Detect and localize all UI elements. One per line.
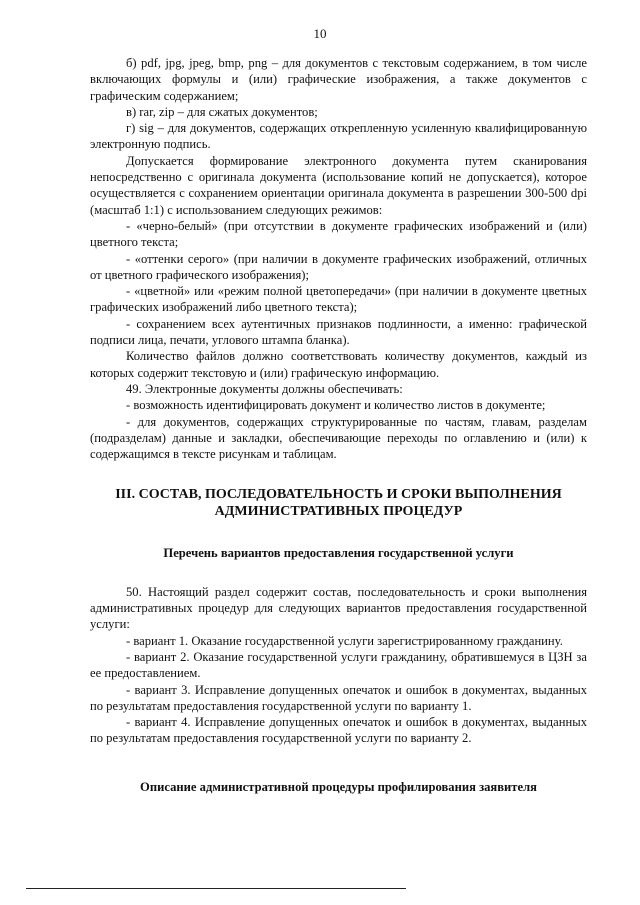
footer-rule: [26, 888, 406, 889]
list-item-color: - «цветной» или «режим полной цветопередачи» (при наличии в документе цветных графических изображений либо цветного текста);: [90, 284, 587, 315]
list-item-variant-4: - вариант 4. Исправление допущенных опечаток и ошибок в документах, выданных по результатам предоставления государственной услуги по варианту 2.: [90, 715, 587, 746]
paragraph-scanning: Допускается формирование электронного документа путем сканирования непосредственно с оригинала документа (использование копий не допускается), которое осуществляется с сохранением ориентации оригинала документа в разрешении 300-500 dpi (масштаб 1:1) с использованием следующих режимов:: [90, 153, 587, 217]
document-body: [90, 55, 587, 795]
list-item-grayscale: - «оттенки серого» (при наличии в документе графических изображений, отличных от цветного графического изображения);: [90, 251, 587, 282]
paragraph-format-v: в) rar, zip – для сжатых документов;: [126, 104, 318, 119]
paragraph-format-g: г) sig – для документов, содержащих открепленную усиленную квалифицированную электронную подпись.: [90, 121, 587, 152]
subheading-variants: Перечень вариантов предоставления государственной услуги: [163, 546, 514, 561]
list-item-bw: - «черно-белый» (при отсутствии в документе графических изображений и (или) цветного текста;: [90, 218, 587, 250]
list-item-authenticity: - сохранением всех аутентичных признаков подлинности, а именно: графической подписи лица, печати, углового штампа бланка).: [90, 316, 587, 348]
list-item-identify: - возможность идентифицировать документ и количество листов в документе;: [126, 398, 546, 413]
section-heading-line2: АДМИНИСТРАТИВНЫХ ПРОЦЕДУР: [214, 504, 463, 520]
paragraph-49: 49. Электронные документы должны обеспечивать:: [126, 381, 403, 396]
section-heading: [90, 486, 587, 520]
paragraph-format-b: б) pdf, jpg, jpeg, bmp, png – для документов с текстовым содержанием, в том числе включающих формулы и (или) графические изображения, а также документов с графическим содержанием;: [90, 56, 587, 103]
list-item-structured: - для документов, содержащих структурированные по частям, главам, разделам (подразделам) данные и закладки, обеспечивающие переходы по оглавлению и (или) к содержащимся в тексте рисункам и таблицам.: [90, 414, 587, 462]
list-item-variant-2: - вариант 2. Оказание государственной услуги гражданину, обратившемуся в ЦЗН за ее предоставлением.: [90, 649, 587, 681]
paragraph-50: 50. Настоящий раздел содержит состав, последовательность и сроки выполнения административных процедур для следующих вариантов предоставления государственной услуги:: [90, 584, 587, 632]
paragraph-file-count: Количество файлов должно соответствовать количеству документов, каждый из которых содержит текстовую и (или) графическую информацию.: [90, 349, 587, 380]
subheading-profiling: Описание административной процедуры профилирования заявителя: [140, 779, 537, 794]
list-item-variant-3: - вариант 3. Исправление допущенных опечаток и ошибок в документах, выданных по результатам предоставления государственной услуги по варианту 1.: [90, 682, 587, 713]
page-number: 10: [313, 26, 327, 41]
list-item-variant-1: - вариант 1. Оказание государственной услуги зарегистрированному гражданину.: [126, 633, 563, 648]
section-heading-line1: III. СОСТАВ, ПОСЛЕДОВАТЕЛЬНОСТЬ И СРОКИ ВЫПОЛНЕНИЯ: [115, 487, 562, 503]
